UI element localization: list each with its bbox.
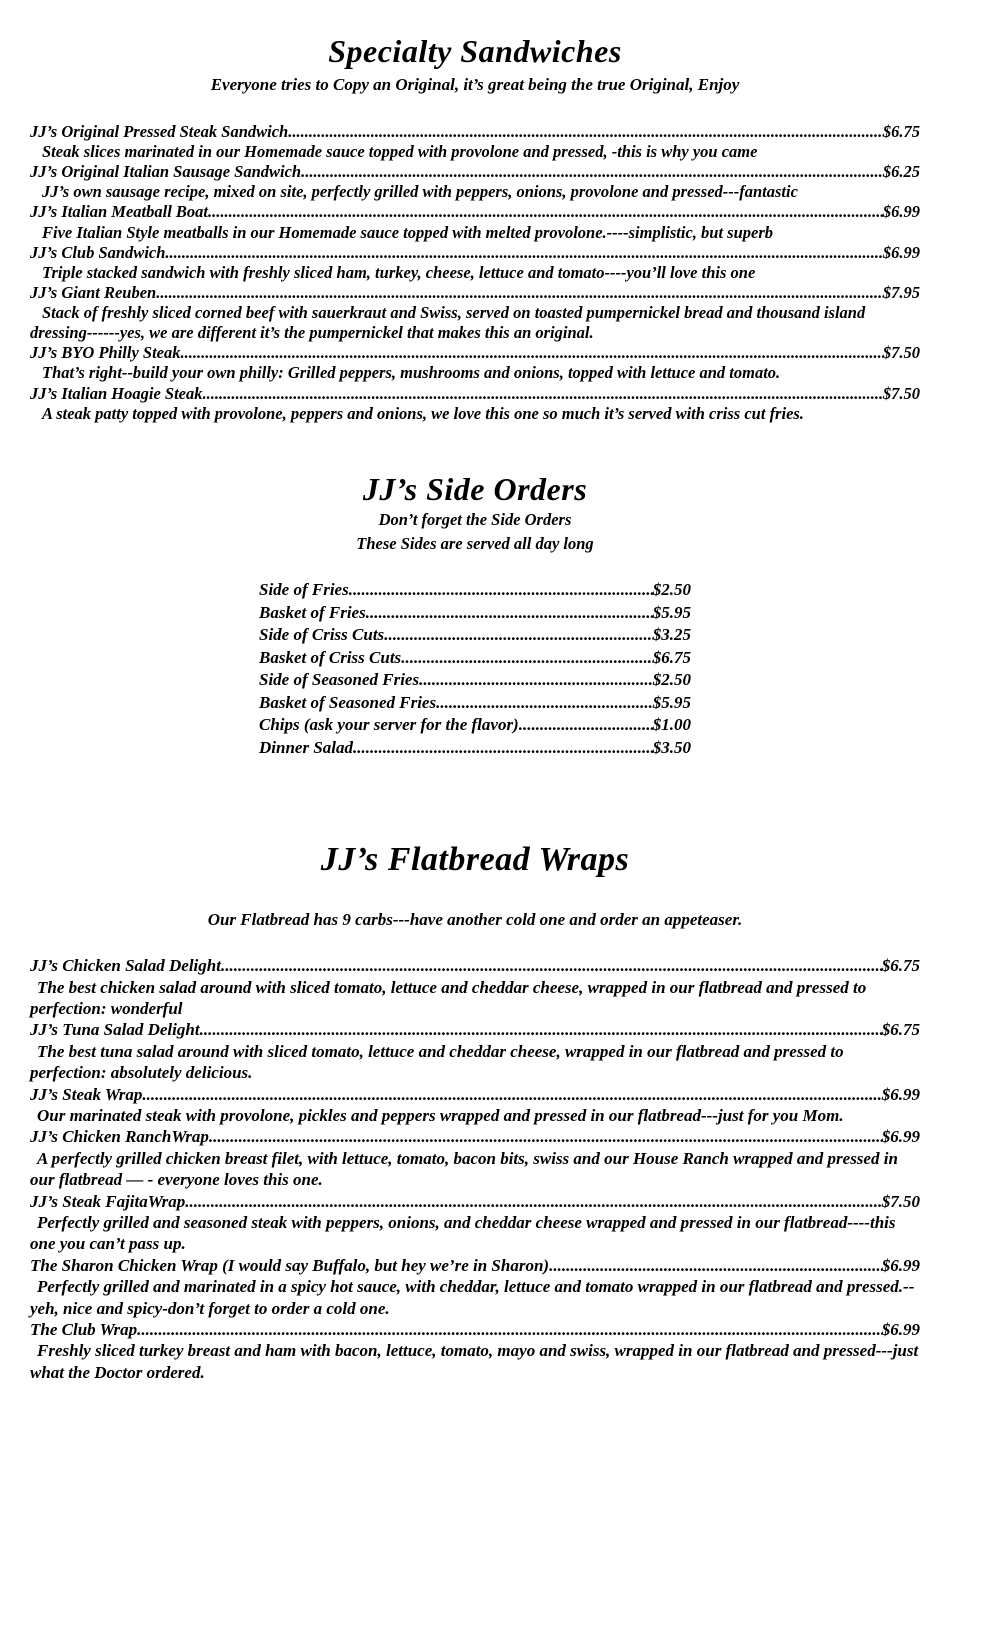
section-title: Specialty Sandwiches [328, 33, 622, 69]
item-price: $6.75 [652, 647, 691, 667]
item-price: $6.99 [881, 1127, 920, 1147]
wraps-item-list [30, 955, 920, 1383]
item-name: JJ’s Original Italian Sausage Sandwich [30, 162, 302, 182]
section-title: JJ’s Flatbread Wraps [320, 840, 630, 878]
item-description: JJ’s own sausage recipe, mixed on site, perfectly grilled with peppers, onions, provolone and pressed---fantastic [42, 182, 798, 202]
item-name: Side of Criss Cuts [259, 625, 385, 645]
side-order-row [259, 602, 691, 624]
leader-dots [519, 714, 653, 736]
leader-dots [549, 1255, 882, 1276]
leader-dots [208, 202, 883, 222]
item-description: Perfectly grilled and seasoned steak with peppers, onions, and cheddar cheese wrapped and pressed in our flatbread----this one you can’t pass up. [30, 1213, 896, 1254]
menu-item [30, 162, 920, 202]
item-name: Side of Fries [259, 580, 349, 600]
specialty-item-list [30, 122, 920, 424]
menu-item [30, 243, 920, 283]
item-name: Side of Seasoned Fries [259, 670, 420, 690]
leader-dots [301, 162, 883, 182]
item-row [30, 1126, 920, 1147]
item-name: Basket of Seasoned Fries [259, 692, 437, 712]
item-row [30, 122, 920, 142]
item-name: Basket of Criss Cuts [259, 647, 402, 667]
leader-dots [165, 243, 882, 263]
leader-dots [349, 579, 653, 601]
item-price: $6.75 [882, 121, 920, 141]
item-name: JJ’s BYO Philly Steak [30, 343, 181, 363]
item-price: $6.99 [881, 1255, 920, 1275]
menu-item [30, 1126, 920, 1190]
item-row [30, 202, 920, 222]
menu-item [30, 343, 920, 383]
menu-item [30, 122, 920, 162]
item-description: Freshly sliced turkey breast and ham with bacon, lettuce, tomato, mayo and swiss, wrapped in our flatbread and pressed---just what the Doctor ordered. [30, 1341, 919, 1382]
item-description: The best chicken salad around with sliced tomato, lettuce and cheddar cheese, wrapped in our flatbread and pressed to perfection: wonderful [30, 977, 867, 1018]
item-row [30, 283, 920, 303]
menu-item [30, 384, 920, 424]
item-row [30, 1191, 920, 1212]
section-subtitle-line2: These Sides are served all day long [356, 533, 594, 553]
leader-dots [185, 1191, 882, 1212]
leader-dots [419, 669, 653, 691]
item-price: $1.00 [652, 715, 691, 735]
side-order-row [259, 579, 691, 601]
item-name: JJ’s Giant Reuben [30, 282, 157, 302]
menu-item [30, 1191, 920, 1255]
item-row [30, 1084, 920, 1105]
leader-dots [288, 122, 883, 142]
item-price: $6.99 [882, 242, 920, 262]
leader-dots [200, 1019, 882, 1040]
item-description: Triple stacked sandwich with freshly sliced ham, turkey, cheese, lettuce and tomato----you’ll love this one [42, 262, 756, 282]
item-name: JJ’s Italian Meatball Boat [30, 202, 209, 222]
item-price: $6.25 [882, 162, 920, 182]
section-subtitle-line1: Don’t forget the Side Orders [378, 509, 572, 529]
side-order-row [259, 669, 691, 691]
side-orders-list [259, 579, 691, 759]
item-price: $7.50 [882, 343, 920, 363]
item-name: JJ’s Steak Wrap [30, 1084, 143, 1104]
item-description: That’s right--build your own philly: Grilled peppers, mushrooms and onions, topped with lettuce and tomato. [42, 363, 781, 383]
menu-item [30, 283, 920, 343]
item-name: JJ’s Italian Hoagie Steak [30, 383, 203, 403]
item-row [30, 243, 920, 263]
leader-dots [353, 737, 653, 759]
item-description: Stack of freshly sliced corned beef with sauerkraut and Swiss, served on toasted pumpernickel bread and thousand island dressing------yes, we are different it’s the pumpernickel that makes this an original. [30, 303, 866, 343]
leader-dots [401, 647, 653, 669]
side-order-row [259, 737, 691, 759]
section-flatbread-wraps [30, 841, 920, 1383]
item-row [30, 955, 920, 976]
section-specialty-sandwiches [30, 34, 920, 424]
item-price: $2.50 [652, 670, 691, 690]
item-price: $3.50 [652, 737, 691, 757]
item-description: The best tuna salad around with sliced tomato, lettuce and cheddar cheese, wrapped in our flatbread and pressed to perfection: absolutely delicious. [30, 1041, 844, 1083]
item-description: Steak slices marinated in our Homemade sauce topped with provolone and pressed, -this is why you came [42, 142, 758, 162]
leader-dots [366, 602, 653, 624]
section-subtitle: Everyone tries to Copy an Original, it’s great being the true Original, Enjoy [210, 74, 740, 94]
leader-dots [436, 692, 653, 714]
item-price: $6.75 [881, 956, 920, 976]
side-order-row [259, 624, 691, 646]
section-side-orders [30, 472, 920, 759]
leader-dots [221, 955, 882, 976]
item-row [30, 384, 920, 404]
item-price: $3.25 [652, 625, 691, 645]
leader-dots [156, 283, 883, 303]
item-name: JJ’s Original Pressed Steak Sandwich [30, 121, 289, 141]
item-name: JJ’s Tuna Salad Delight [30, 1020, 200, 1040]
item-price: $2.50 [652, 580, 691, 600]
side-order-row [259, 714, 691, 736]
leader-dots [142, 1084, 881, 1105]
section-subtitle: Our Flatbread has 9 carbs---have another cold one and order an appeteaser. [207, 910, 743, 930]
item-price: $6.99 [881, 1320, 920, 1340]
leader-dots [137, 1319, 882, 1340]
menu-item [30, 1019, 920, 1083]
leader-dots [209, 1126, 882, 1147]
menu-item [30, 1084, 920, 1127]
item-name: JJ’s Steak FajitaWrap [30, 1191, 186, 1211]
menu-item [30, 1319, 920, 1383]
side-order-row [259, 692, 691, 714]
item-description: Perfectly grilled and marinated in a spicy hot sauce, with cheddar, lettuce and tomato wrapped in our flatbread and pressed.--yeh, nice and spicy-don’t forget to order a cold one. [30, 1277, 915, 1318]
item-name: Basket of Fries [259, 602, 366, 622]
item-price: $6.75 [881, 1020, 920, 1040]
item-row [30, 1019, 920, 1040]
item-description: A perfectly grilled chicken breast filet, with lettuce, tomato, bacon bits, swiss and our House Ranch wrapped and pressed in our flatbread — - everyone loves this one. [30, 1148, 898, 1190]
item-price: $5.95 [652, 692, 691, 712]
item-price: $7.50 [882, 383, 920, 403]
item-name: The Club Wrap [30, 1320, 138, 1340]
item-name: JJ’s Club Sandwich [30, 242, 166, 262]
item-price: $5.95 [652, 602, 691, 622]
section-title: JJ’s Side Orders [362, 470, 588, 507]
menu-item [30, 202, 920, 242]
item-name: The Sharon Chicken Wrap (I would say Buffalo, but hey we’re in Sharon) [30, 1255, 550, 1275]
item-row [30, 162, 920, 182]
side-order-row [259, 647, 691, 669]
item-description: Our marinated steak with provolone, pickles and peppers wrapped and pressed in our flatbread---just for you Mom. [37, 1105, 844, 1125]
leader-dots [384, 624, 653, 646]
item-row [30, 1319, 920, 1340]
item-name: Dinner Salad [259, 737, 353, 757]
item-price: $7.50 [881, 1191, 920, 1211]
item-row [30, 1255, 920, 1276]
item-price: $6.99 [882, 202, 920, 222]
item-name: JJ’s Chicken Salad Delight [30, 956, 221, 976]
item-description: Five Italian Style meatballs in our Homemade sauce topped with melted provolone.----simplistic, but superb [42, 222, 774, 242]
item-price: $6.99 [881, 1084, 920, 1104]
menu-item [30, 1255, 920, 1319]
item-price: $7.95 [882, 282, 920, 302]
item-row [30, 343, 920, 363]
leader-dots [203, 384, 883, 404]
item-name: Chips (ask your server for the flavor) [259, 715, 519, 735]
menu-item [30, 955, 920, 1019]
leader-dots [180, 343, 882, 363]
item-name: JJ’s Chicken RanchWrap [30, 1127, 209, 1147]
item-description: A steak patty topped with provolone, peppers and onions, we love this one so much it’s served with criss cut fries. [42, 403, 804, 423]
